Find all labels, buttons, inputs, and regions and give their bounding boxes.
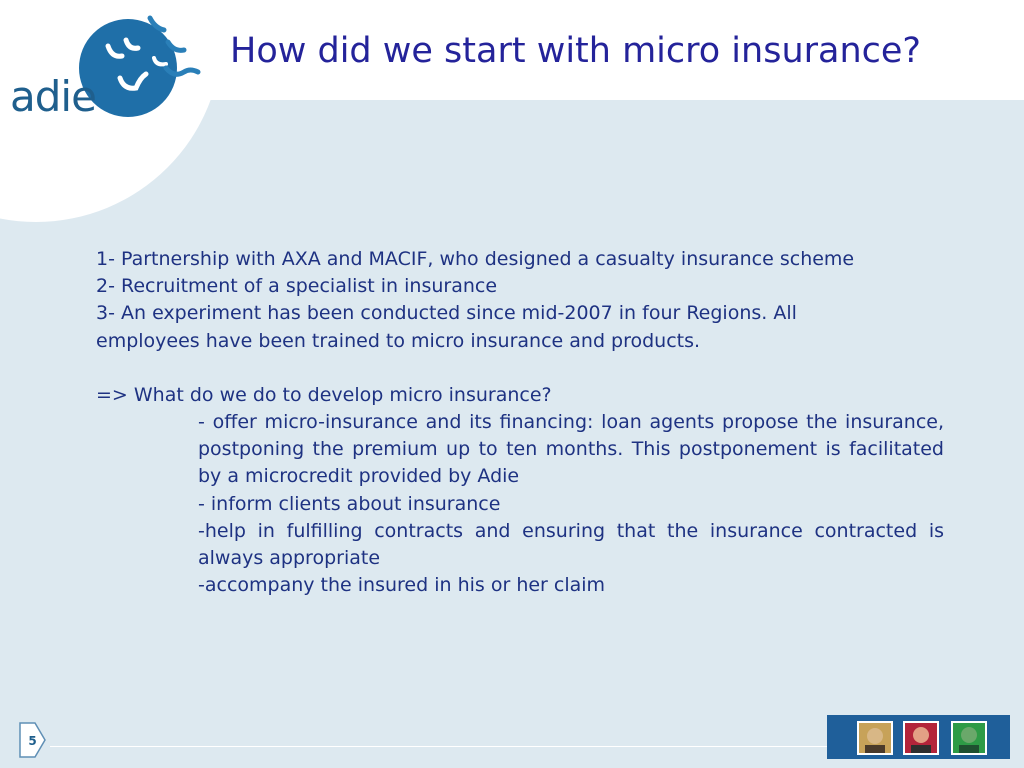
subitem-help: -help in fulfilling contracts and ensuring that the insurance contracted is always appropriate — [198, 519, 944, 570]
adie-logo — [8, 12, 208, 122]
subitem-offer: - offer micro-insurance and its financing: loan agents propose the insurance, postponing the premium up to ten months. This postponement is facilitated by a microcredit provided by Adie — [198, 411, 944, 488]
logo-wordmark: adie — [10, 72, 96, 121]
photo-strip — [827, 715, 1010, 759]
spacer — [96, 355, 946, 382]
person-photo-1 — [857, 721, 893, 755]
page-number — [19, 722, 46, 758]
page-number-text: 5 — [28, 734, 37, 748]
person-photo-3 — [951, 721, 987, 755]
point-3: 3- An experiment has been conducted since mid-2007 in four Regions. All employees have been trained to micro insurance and products. — [96, 302, 797, 352]
question-line: => What do we do to develop micro insurance? — [96, 383, 552, 406]
subitem-accompany: -accompany the insured in his or her claim — [198, 574, 606, 597]
point-1: 1- Partnership with AXA and MACIF, who designed a casualty insurance scheme — [96, 248, 855, 270]
subitem-inform: - inform clients about insurance — [198, 492, 501, 515]
person-photo-2-icon — [905, 723, 937, 753]
slide-title: How did we start with micro insurance? — [230, 31, 921, 71]
point-2: 2- Recruitment of a specialist in insurance — [96, 275, 498, 298]
footer-divider — [50, 746, 830, 747]
person-photo-1-icon — [859, 723, 891, 753]
person-photo-3-icon — [953, 723, 985, 753]
person-photo-2 — [903, 721, 939, 755]
slide-body — [96, 246, 946, 599]
